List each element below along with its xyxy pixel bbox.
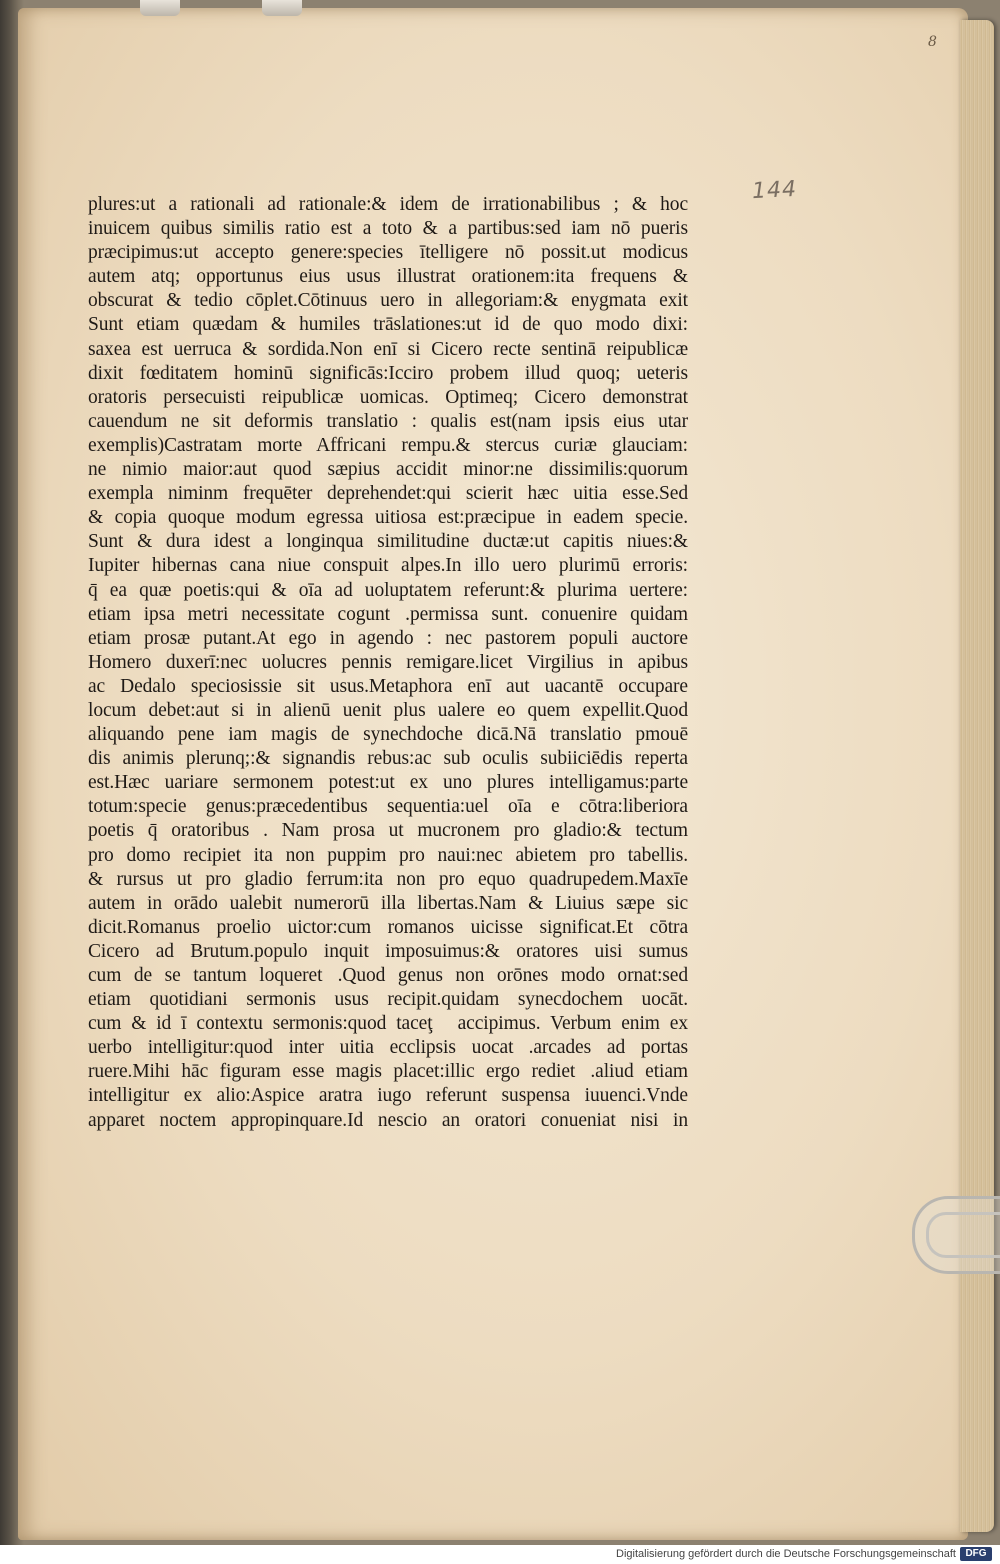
text-line: Sunt & dura idest a longinqua similitudine ductæ:ut capitis niues:& <box>88 531 688 553</box>
text-line: etiam ipsa metri necessitate coguntᷣ.permissa sunt. conuenire quidam <box>88 603 688 625</box>
text-line: est.Hæc uariare sermonem potest:ut ex uno plures intelligamus:parte <box>88 772 688 794</box>
paper-clip-inner <box>926 1212 1000 1258</box>
text-line: ruere.Mihi hāc figuram esse magis placet:illic ergo redietᷣ.aliud etiam <box>88 1061 688 1083</box>
text-line: totum:specie genus:præcedentibus sequentia:uel oīa e cōtra:liberiora <box>88 796 688 818</box>
text-line: Iupiter hibernas cana niue conspuit alpes.In illo uero plurimū erroris: <box>88 555 688 577</box>
text-line: ne nimio maior:aut quod sæpius accidit minor:ne dissimilis:quorum <box>88 459 688 481</box>
text-line: dis animis plerunq;:& signandis rebus:ac sub oculis subiiciēdis reperta <box>88 748 688 770</box>
text-line: Homero duxerī:nec uolucres pennis remigare.licet Virgilius in apibus <box>88 651 688 673</box>
text-line: cum de se tantum loqueretᷣ.Quod genus non orōnes modo ornat:sed <box>88 965 688 986</box>
text-line: poetis q̄ oratoribus . Nam prosa ut mucronem pro gladio:& tectum <box>88 820 688 842</box>
folio-mark: 8 <box>928 34 937 50</box>
text-line: locum debet:aut si in alienū uenit plus ualere eo quem expellit.Quod <box>88 699 688 721</box>
text-line: saxea est uerruca & sordida.Non enī si Cicero recte sentinā reipublicæ <box>88 338 688 360</box>
text-line: ac Dedalo speciosissie sit usus.Metaphora enī aut uacantē occupare <box>88 675 688 697</box>
binding-thread <box>262 0 302 16</box>
text-line: autem atq; opportunus eius usus illustrat orationem:ita frequens & <box>88 266 688 288</box>
text-line: etiam quotidiani sermonis usus recipit.quidam synecdochem uocāt. <box>88 989 688 1011</box>
text-line: inuicem quibus similis ratio est a toto & a partibus:sed iam nō pueris <box>88 218 688 240</box>
footer-credit: Digitalisierung gefördert durch die Deutsche Forschungsgemeinschaft <box>616 1548 956 1560</box>
text-line: dicit.Romanus proelio uictor:cum romanos uicisse significat.Et cōtra <box>88 916 688 938</box>
text-line: oratoris persecuisti reipublicæ uomicas. Optimeq; Cicero demonstrat <box>88 386 688 408</box>
text-line: dixit fœditatem hominū significās:Icciro probem illud quoq; ueteris <box>88 362 688 384</box>
text-line: & copia quoque modum egressa uitiosa est:præcipue in eadem specie. <box>88 507 688 529</box>
text-line: præcipimus:ut accepto genere:species ītelligere nō possit.ut modicus <box>88 242 688 264</box>
text-line: exemplis)Castratam morte Affricani rempu.& stercus curiæ glauciam: <box>88 434 688 456</box>
text-line: cauendum ne sit deformis translatio : qualis est(nam ipsis eius utar <box>88 410 688 432</box>
text-line: & rursus ut pro gladio ferrum:ita non pro equo quadrupedem.Maxīe <box>88 868 688 890</box>
text-line: etiam prosæ putant.At ego in agendo : nec pastorem populi auctore <box>88 627 688 649</box>
text-line: apparet noctem appropinquare.Id nescio an oratori conueniat nisi in <box>88 1109 688 1131</box>
binding-thread <box>140 0 180 16</box>
page-edges <box>960 20 994 1532</box>
page-number: 144 <box>751 176 798 205</box>
text-line: autem in orādo ualebit numerorū illa libertas.Nam & Liuius sæpe sic <box>88 892 688 914</box>
text-line: obscurat & tedio cōplet.Cōtinuus uero in allegoriam:& enygmata exit <box>88 290 688 312</box>
text-line: exempla niminm frequēter deprehendet:qui scierit hæc uitia esse.Sed <box>88 483 688 505</box>
text-line: aliquando pene iam magis de synechdoche dicā.Nā translatio pmouē <box>88 724 688 746</box>
text-line: pro domo recipiet ita non puppim pro naui:nec abietem pro tabellis. <box>88 844 688 866</box>
text-line: Cicero ad Brutum.populo inquit imposuimus:& oratores uisi sumus <box>88 940 688 962</box>
text-line: q̄ ea quæ poetis:qui & oīa ad uoluptatem referunt:& plurima uertere: <box>88 579 688 601</box>
text-block <box>88 193 688 1133</box>
dfg-logo: DFG <box>960 1547 992 1561</box>
text-line: cum & id ī contextu sermonis:quod taceţᷣ accipimus. Verbum enim ex <box>88 1013 688 1035</box>
text-line: plures:ut a rationali ad rationale:& idem de irrationabilibus ; & hoc <box>88 194 688 215</box>
text-line: Sunt etiam quædam & humiles trāslationes:ut id de quo modo dixi: <box>88 314 688 336</box>
text-line: uerbo intelligitur:quod inter uitia ecclipsis uocatᷣ.arcades ad portas <box>88 1037 688 1059</box>
text-line: intelligitur ex alio:Aspice aratra iugo referunt suspensa iuuenci.Vnde <box>88 1085 688 1107</box>
